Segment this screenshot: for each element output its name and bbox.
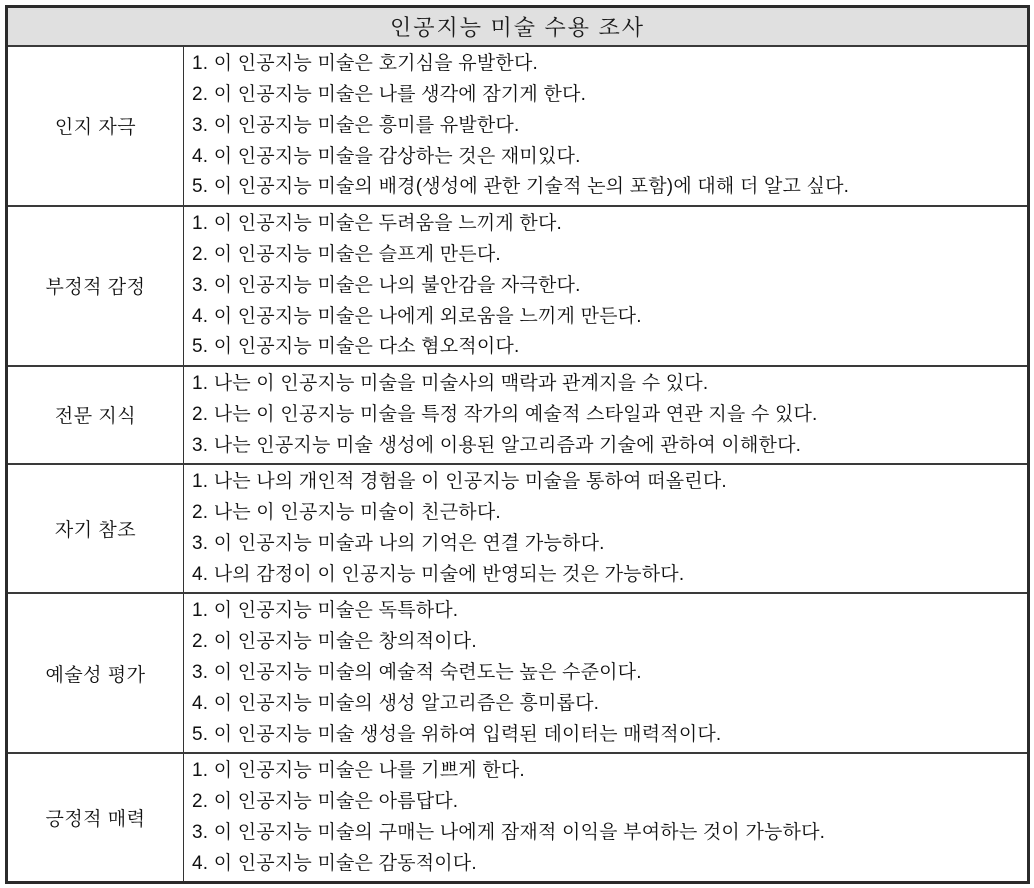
- category-label: 인지 자극: [8, 47, 184, 205]
- survey-item: 2. 나는 이 인공지능 미술이 친근하다.: [192, 502, 501, 524]
- table-row: [8, 207, 1027, 367]
- survey-item: 3. 이 인공지능 미술과 나의 기억은 연결 가능하다.: [192, 532, 605, 554]
- table-row: [8, 367, 1027, 465]
- survey-item: 5. 이 인공지능 미술의 배경(생성에 관한 기술적 논의 포함)에 대해 더 알고 싶다.: [192, 176, 850, 198]
- item-list: [184, 465, 1027, 592]
- survey-item: 4. 이 인공지능 미술의 생성 알고리즘은 흥미롭다.: [192, 692, 600, 714]
- table-row: [8, 594, 1027, 754]
- survey-item: 3. 이 인공지능 미술의 구매는 나에게 잠재적 이익을 부여하는 것이 가능하다.: [192, 821, 826, 843]
- survey-item: 1. 이 인공지능 미술은 나를 기쁘게 한다.: [192, 760, 525, 782]
- survey-item: 3. 이 인공지능 미술은 나의 불안감을 자극한다.: [192, 274, 581, 296]
- table-row: [8, 47, 1027, 207]
- survey-item: 1. 나는 나의 개인적 경험을 이 인공지능 미술을 통하여 떠올린다.: [192, 471, 727, 493]
- survey-item: 1. 이 인공지능 미술은 호기심을 유발한다.: [192, 53, 538, 75]
- survey-item: 1. 이 인공지능 미술은 두려움을 느끼게 한다.: [192, 213, 563, 235]
- category-label: 자기 참조: [8, 465, 184, 592]
- survey-item: 1. 나는 이 인공지능 미술을 미술사의 맥락과 관계지을 수 있다.: [192, 373, 709, 395]
- survey-item: 4. 이 인공지능 미술은 감동적이다.: [192, 852, 477, 874]
- category-label: 예술성 평가: [8, 594, 184, 752]
- survey-item: 2. 이 인공지능 미술은 창의적이다.: [192, 631, 477, 653]
- survey-item: 5. 이 인공지능 미술 생성을 위하여 입력된 데이터는 매력적이다.: [192, 723, 722, 745]
- survey-item: 3. 이 인공지능 미술은 흥미를 유발한다.: [192, 114, 520, 136]
- survey-item: 4. 이 인공지능 미술을 감상하는 것은 재미있다.: [192, 145, 581, 167]
- item-list: [184, 207, 1027, 365]
- table-row: [8, 465, 1027, 594]
- survey-item: 3. 이 인공지능 미술의 예술적 숙련도는 높은 수준이다.: [192, 661, 642, 683]
- item-list: [184, 754, 1027, 881]
- item-list: [184, 47, 1027, 205]
- survey-item: 2. 이 인공지능 미술은 슬프게 만든다.: [192, 243, 501, 265]
- survey-table: [5, 5, 1030, 884]
- survey-item: 4. 나의 감정이 이 인공지능 미술에 반영되는 것은 가능하다.: [192, 563, 685, 585]
- survey-item: 4. 이 인공지능 미술은 나에게 외로움을 느끼게 만든다.: [192, 305, 642, 327]
- survey-item: 2. 이 인공지능 미술은 아름답다.: [192, 791, 459, 813]
- survey-item: 2. 나는 이 인공지능 미술을 특정 작가의 예술적 스타일과 연관 지을 수 있다.: [192, 403, 818, 425]
- table-title: 인공지능 미술 수용 조사: [8, 8, 1027, 47]
- category-label: 전문 지식: [8, 367, 184, 463]
- category-label: 부정적 감정: [8, 207, 184, 365]
- survey-item: 2. 이 인공지능 미술은 나를 생각에 잠기게 한다.: [192, 84, 587, 106]
- item-list: [184, 594, 1027, 752]
- item-list: [184, 367, 1027, 463]
- table-row: [8, 754, 1027, 881]
- category-label: 긍정적 매력: [8, 754, 184, 881]
- table-body: [8, 47, 1027, 881]
- survey-item: 1. 이 인공지능 미술은 독특하다.: [192, 600, 459, 622]
- survey-item: 3. 나는 인공지능 미술 생성에 이용된 알고리즘과 기술에 관하여 이해한다.: [192, 434, 802, 456]
- survey-item: 5. 이 인공지능 미술은 다소 혐오적이다.: [192, 336, 520, 358]
